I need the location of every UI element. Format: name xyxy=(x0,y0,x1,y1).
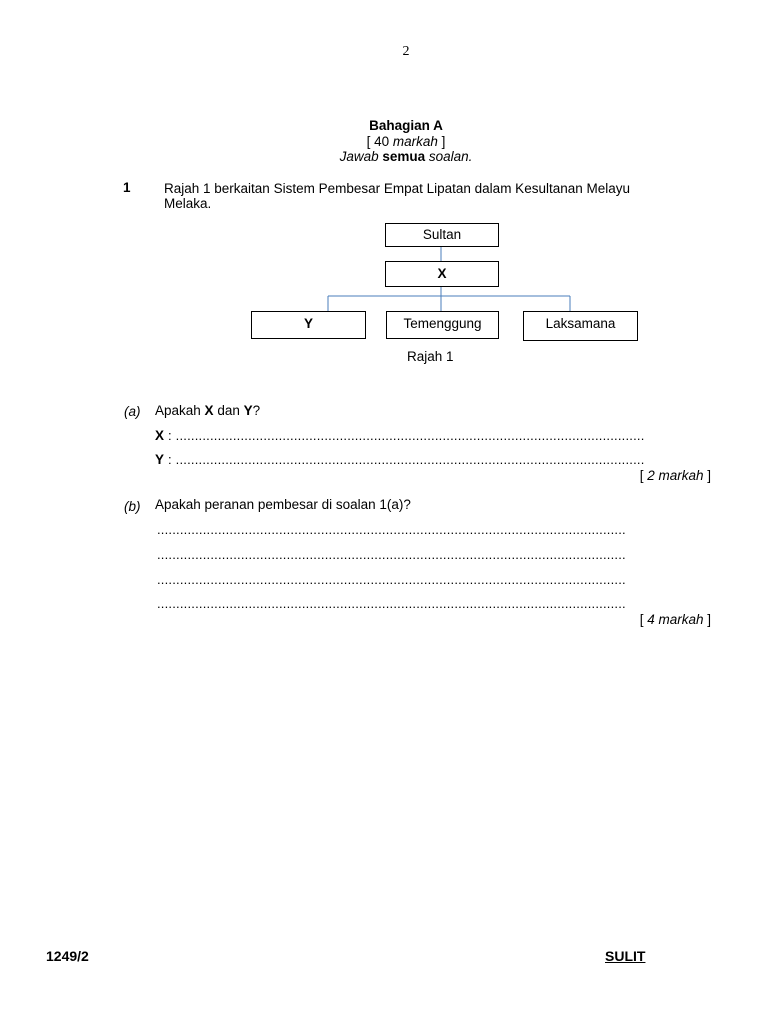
answer-line-b1[interactable]: ........................................................................................................................... xyxy=(157,522,626,537)
section-instruction: Jawab semua soalan. xyxy=(339,149,473,164)
answer-line-y[interactable]: Y : ........................................................................................................................... xyxy=(155,452,645,467)
part-b-marks: [ 4 markah ] xyxy=(639,612,711,627)
part-a-question: Apakah X dan Y? xyxy=(155,403,261,418)
part-a-marks: [ 2 markah ] xyxy=(639,468,711,483)
answer-line-x[interactable]: X : ........................................................................................................................... xyxy=(155,428,645,443)
classification-label: SULIT xyxy=(605,948,646,964)
section-title: Bahagian A xyxy=(369,118,443,133)
box-x: X xyxy=(385,261,499,287)
answer-line-b2[interactable]: ........................................................................................................................... xyxy=(157,547,626,562)
box-y: Y xyxy=(251,311,366,339)
answer-line-b3[interactable]: ........................................................................................................................... xyxy=(157,572,626,587)
paper-code: 1249/2 xyxy=(46,948,89,964)
part-b-label: (b) xyxy=(124,499,141,514)
section-marks: [ 40 markah ] xyxy=(366,134,446,149)
box-sultan: Sultan xyxy=(385,223,499,247)
page-number: 2 xyxy=(402,44,410,59)
question-text-line2: Melaka. xyxy=(164,196,212,211)
question-number: 1 xyxy=(123,180,131,195)
diagram-caption: Rajah 1 xyxy=(407,349,454,364)
part-b-question: Apakah peranan pembesar di soalan 1(a)? xyxy=(155,497,411,512)
answer-line-b4[interactable]: ........................................................................................................................... xyxy=(157,596,626,611)
box-laksamana: Laksamana xyxy=(523,311,638,341)
part-a-label: (a) xyxy=(124,404,141,419)
box-temenggung: Temenggung xyxy=(386,311,499,339)
question-text-line1: Rajah 1 berkaitan Sistem Pembesar Empat Lipatan dalam Kesultanan Melayu xyxy=(164,181,631,196)
